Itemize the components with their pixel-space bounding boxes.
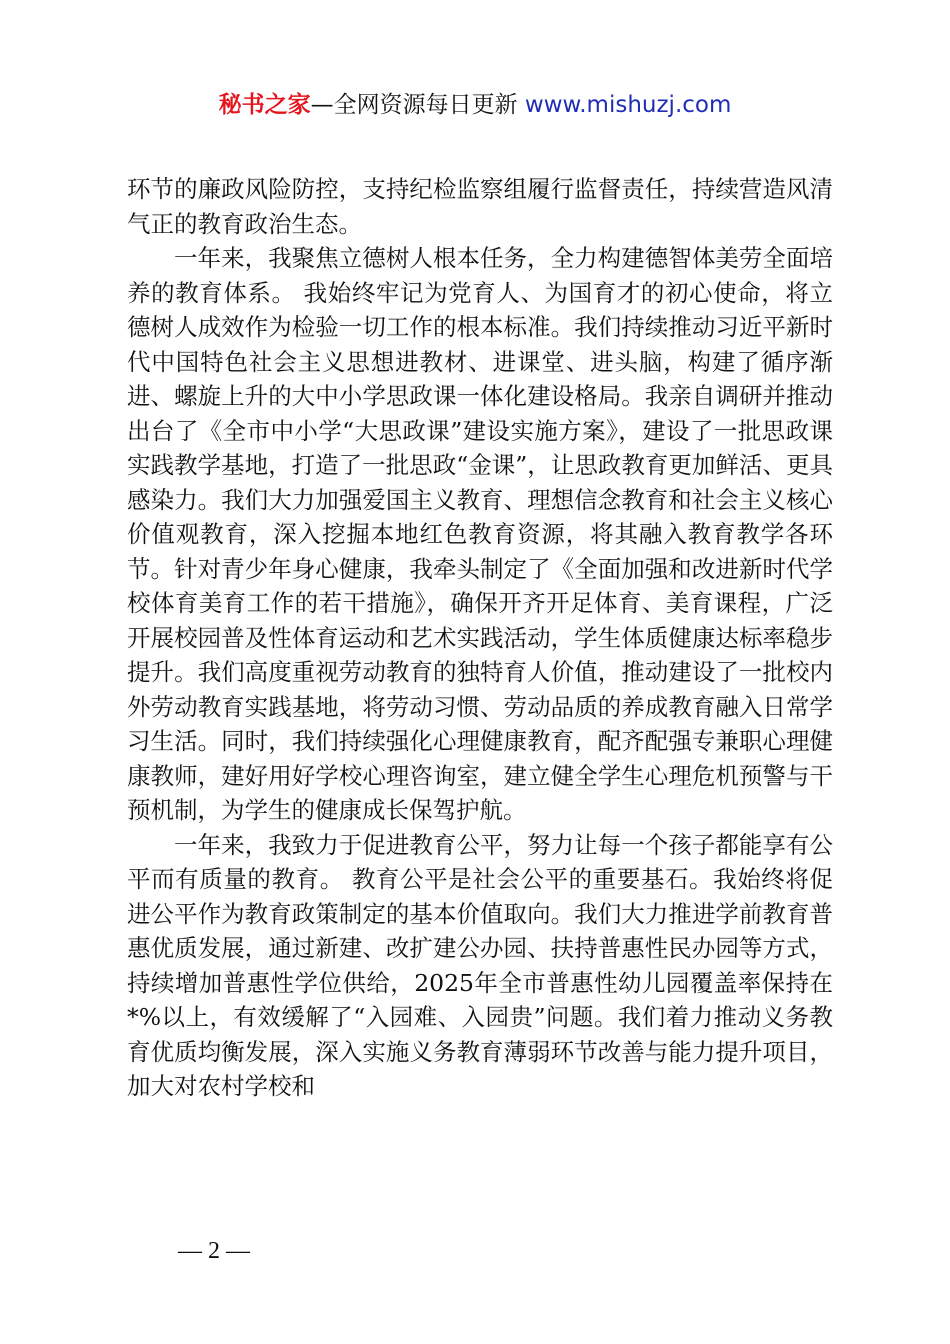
page-number: — 2 —: [178, 1238, 250, 1264]
paragraph-moral-education: 一年来，我聚焦立德树人根本任务，全力构建德智体美劳全面培养的教育体系。 我始终牢记为党育人、为国育才的初心使命，将立德树人成效作为检验一切工作的根本标准。我们持续推动习近平新时代中国特色社会主义思想进教材、进课堂、进头脑，构建了循序渐进、螺旋上升的大中小学思政课一体化建设格局。我亲自调研并推动出台了《全市中小学“大思政课”建设实施方案》，建设了一批思政课实践教学基地，打造了一批思政“金课”，让思政教育更加鲜活、更具感染力。我们大力加强爱国主义教育、理想信念教育和社会主义核心价值观教育，深入挖掘本地红色教育资源，将其融入教育教学各环节。针对青少年身心健康，我牵头制定了《全面加强和改进新时代学校体育美育工作的若干措施》，确保开齐开足体育、美育课程，广泛开展校园普及性体育运动和艺术实践活动，学生体质健康达标率稳步提升。我们高度重视劳动教育的独特育人价值，推动建设了一批校内外劳动教育实践基地，将劳动习惯、劳动品质的养成教育融入日常学习生活。同时，我们持续强化心理健康教育，配齐配强专兼职心理健康教师，建好用好学校心理咨询室，建立健全学生心理危机预警与干预机制，为学生的健康成长保驾护航。: [127, 244, 833, 824]
site-header: [0, 88, 950, 122]
header-slogan: —全网资源每日更新: [310, 92, 518, 118]
paragraph-continued: 环节的廉政风险防控，支持纪检监察组履行监督责任，持续营造风清气正的教育政治生态。: [127, 175, 833, 238]
paragraph-education-equity: 一年来，我致力于促进教育公平，努力让每一个孩子都能享有公平而有质量的教育。 教育公平是社会公平的重要基石。我始终将促进公平作为教育政策制定的基本价值取向。我们大力推进学前教育普惠优质发展，通过新建、改扩建公办园、扶持普惠性民办园等方式，持续增加普惠性学位供给，2025年全市普惠性幼儿园覆盖率保持在*%以上，有效缓解了“入园难、入园贵”问题。我们着力推动义务教育优质均衡发展，深入实施义务教育薄弱环节改善与能力提升项目，加大对农村学校和: [127, 830, 833, 1100]
document-body: [127, 172, 833, 1104]
site-url-link[interactable]: www.mishuzj.com: [524, 92, 732, 118]
brand-name: 秘书之家: [218, 92, 311, 118]
